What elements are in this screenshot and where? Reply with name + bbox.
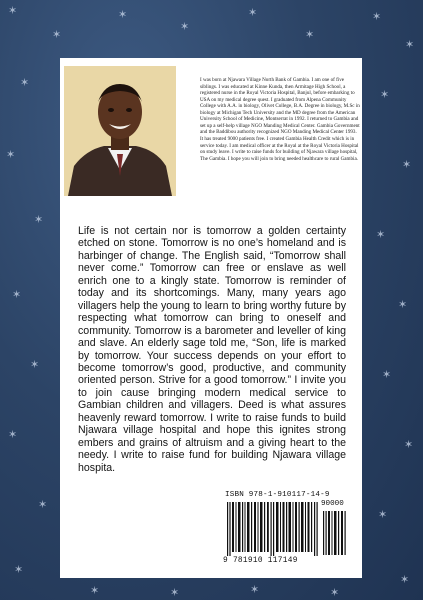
price-barcode-icon xyxy=(323,511,347,555)
star-pattern-background: ✶ ✶ ✶ ✶ ✶ ✶ ✶ ✶ ✶ ✶ ✶ ✶ ✶ ✶ ✶ ✶ ✶ ✶ ✶ ✶ ✶ ✶ ✶ ✶ ✶ ✶ ✶ ✶ xyxy=(6,5,415,599)
isbn-label: ISBN 978-1-910117-14-9 xyxy=(225,491,330,499)
back-cover-panel xyxy=(60,58,362,578)
author-bio: I was born at Njawara Village North Bank of Gambia. I am one of five siblings. I was educated at Kinne Kunda, then Armitage High School, a registered nurse in the Royal Victoria Hospital, Banjul, before embarking to USA on my medical degree quest. I graduated from Alpena Community College with A.A. in biology, Olivet College, B.A. Degree in biology, M.Sc in biology at Michigan Tech University and the MD degree from the American University School of Medicine, Montserrat in 1992. I returned to Gambia and set up a self-help village NGO Manding Medical Center. Gambia Government and the Baddibou authority recognized NGO Manding Medical Center 1993. It has treated 9000 patients free. I created Gambia Health Credit which is in service today. I am medical officer at the Royal at the Royal Victoria Hospital on study leave. I write to raise funds for building of Njawara village hospital, The Gambia. I hope you will join to bring needed healthcare to rural Gambia. xyxy=(200,77,360,162)
barcode-digits: 9 781910 117149 xyxy=(223,557,298,565)
back-cover-blurb: Life is not certain nor is tomorrow a golden certainty etched on stone. Tomorrow is no one’s homeland and is harbinger of change. The English said, “Tomorrow shall never come.” Tomorrow can free or enslave as well enrich one to a kingly state. Tomorrow is reminder of today and its shortcomings. Many, many years ago villagers help the young to learn to bring worthy future by respecting what tomorrow can bring to oneself and community. Tomorrow is a barometer and leveller of king and slave. An elderly sage told me, “Son, life is marked by tomorrow. Your success depends on your effort to become tomorrow’s good, productive, and community oriented person. Strive for a good tomorrow.” I invite you to join cause bringing modern medical service to Gambian children and villagers. Deed is what assures heavenly reward tomorrow. I write to raise funds to build Njawara village hospital and hope this ignites strong embers and grains of altruism and a giving heart to the needy. I write to raise fund for building Njawara village hospita. xyxy=(78,225,346,474)
barcode-icon xyxy=(227,502,319,556)
price-code: 90000 xyxy=(321,500,344,508)
isbn-barcode-block xyxy=(223,491,349,569)
author-photo xyxy=(64,66,176,196)
